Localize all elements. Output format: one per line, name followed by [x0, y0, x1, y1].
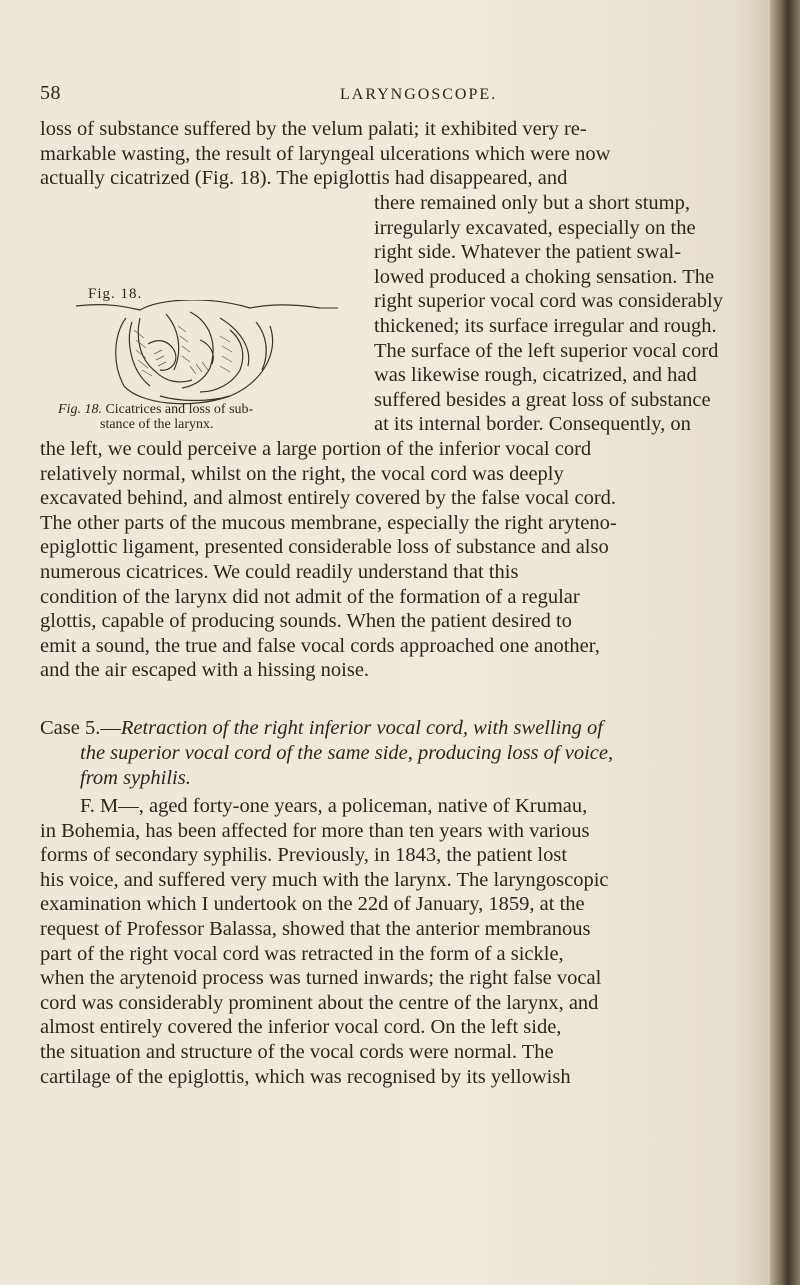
text-line: his voice, and suffered very much with the larynx. The laryngoscopic	[40, 868, 609, 891]
continuation-paragraph	[40, 437, 760, 683]
text-line: epiglottic ligament, presented considerable loss of substance and also	[40, 536, 609, 559]
caption-text-line1: Cicatrices and loss of sub-	[105, 402, 254, 417]
text-line: right side. Whatever the patient swal-	[374, 241, 682, 264]
book-spine-edge	[770, 0, 800, 1285]
text-line: excavated behind, and almost entirely covered by the false vocal cord.	[40, 487, 617, 510]
text-line: cartilage of the epiglottis, which was recognised by its yellowish	[40, 1065, 571, 1088]
wrapped-paragraph	[374, 191, 760, 437]
text-line: glottis, capable of producing sounds. When the patient desired to	[40, 610, 572, 633]
figure-caption	[58, 402, 358, 432]
intro-paragraph	[40, 117, 760, 191]
text-line: relatively normal, whilst on the right, the vocal cord was deeply	[40, 462, 564, 485]
text-line: The other parts of the mucous membrane, especially the right aryteno-	[40, 511, 617, 534]
case-paragraph	[40, 794, 760, 1089]
text-line: cord was considerably prominent about the centre of the larynx, and	[40, 991, 599, 1014]
text-line: almost entirely covered the inferior vocal cord. On the left side,	[40, 1016, 562, 1039]
text-line: irregularly excavated, especially on the	[374, 216, 696, 239]
case-title-line: from syphilis.	[80, 767, 191, 789]
caption-figure-ref: Fig. 18.	[58, 402, 102, 417]
case-title-line: the superior vocal cord of the same side, producing loss of voice,	[80, 742, 614, 764]
text-line: loss of substance suffered by the velum palati; it exhibited very re-	[40, 118, 587, 140]
text-line: the left, we could perceive a large portion of the inferior vocal cord	[40, 438, 592, 460]
text-line: in Bohemia, has been affected for more than ten years with various	[40, 819, 590, 842]
text-line: there remained only but a short stump,	[374, 192, 690, 214]
text-line: emit a sound, the true and false vocal cords approached one another,	[40, 634, 600, 657]
case-label: Case 5.—	[40, 717, 121, 739]
page-number: 58	[40, 82, 61, 104]
text-line: was likewise rough, cicatrized, and had	[374, 364, 697, 387]
running-head: LARYNGOSCOPE.	[340, 86, 498, 103]
text-line: at its internal border. Consequently, on	[374, 413, 691, 436]
text-line: and the air escaped with a hissing noise.	[40, 659, 370, 682]
text-line: suffered besides a great loss of substance	[374, 388, 711, 411]
text-line: thickened; its surface irregular and rough.	[374, 314, 717, 337]
text-line: examination which I undertook on the 22d of January, 1859, at the	[40, 893, 585, 916]
text-line: forms of secondary syphilis. Previously, in 1843, the patient lost	[40, 844, 568, 867]
text-line: lowed produced a choking sensation. The	[374, 265, 715, 288]
figure-label: Fig. 18.	[88, 286, 143, 302]
text-line: F. M—, aged forty-one years, a policeman, native of Krumau,	[80, 795, 588, 817]
text-line: markable wasting, the result of laryngeal ulcerations which were now	[40, 142, 611, 165]
case-title-line: Retraction of the right inferior vocal cord, with swelling of	[120, 717, 603, 739]
text-line: right superior vocal cord was considerably	[374, 290, 723, 313]
text-line: The surface of the left superior vocal cord	[374, 339, 719, 362]
text-line: numerous cicatrices. We could readily understand that this	[40, 560, 519, 583]
larynx-engraving	[70, 300, 360, 410]
larynx-illustration	[70, 300, 360, 410]
text-line: the situation and structure of the vocal cords were normal. The	[40, 1040, 554, 1063]
case-heading	[40, 716, 760, 791]
text-line: actually cicatrized (Fig. 18). The epiglottis had disappeared, and	[40, 167, 568, 190]
caption-text-line2: stance of the larynx.	[100, 417, 214, 432]
text-line: request of Professor Balassa, showed that the anterior membranous	[40, 917, 591, 940]
text-line: part of the right vocal cord was retracted in the form of a sickle,	[40, 942, 564, 965]
text-line: when the arytenoid process was turned inwards; the right false vocal	[40, 967, 602, 990]
text-line: condition of the larynx did not admit of the formation of a regular	[40, 585, 580, 608]
